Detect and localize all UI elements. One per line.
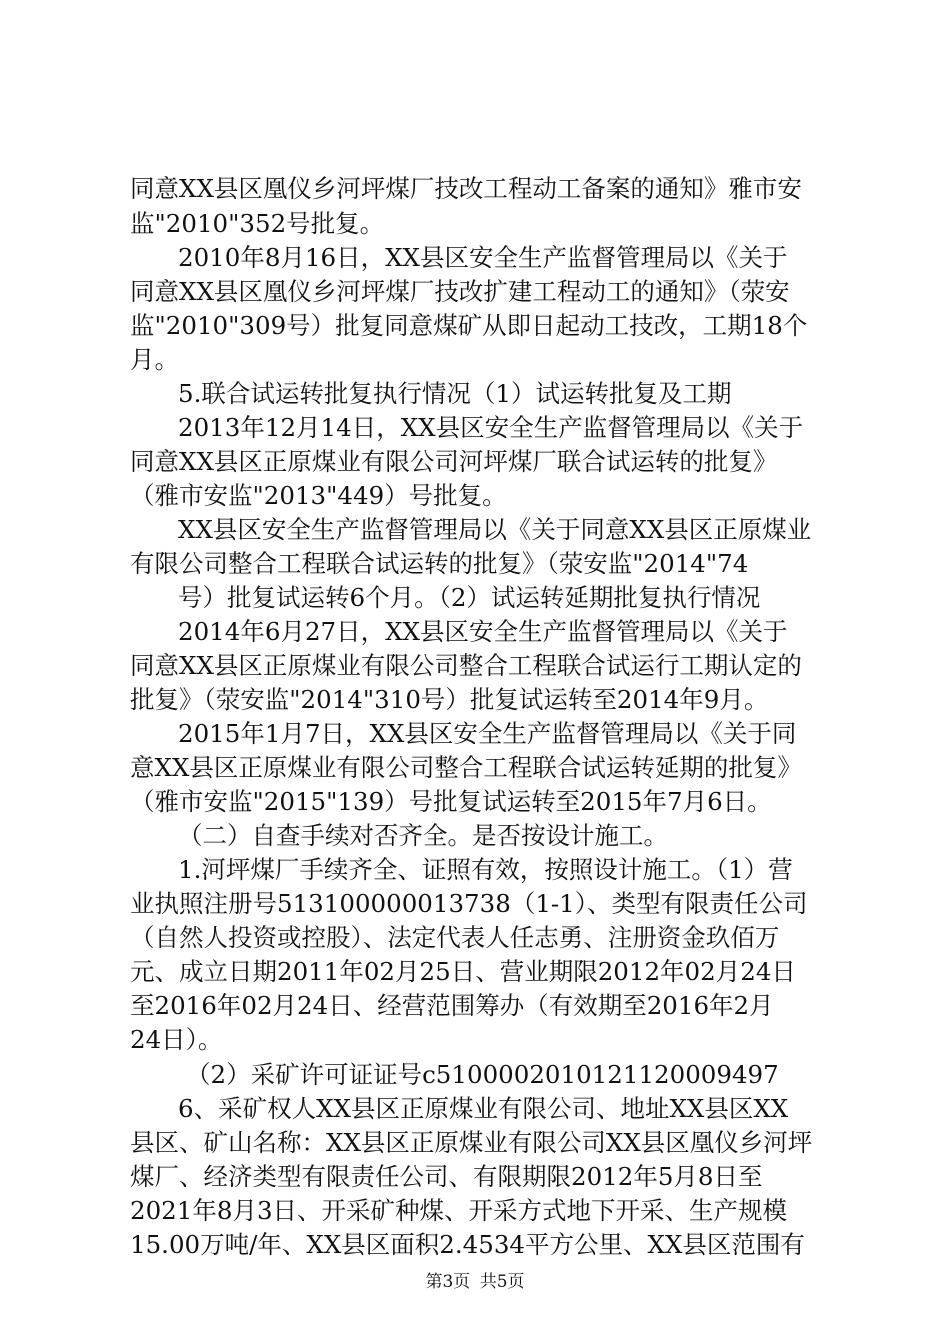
text-line: 6、采矿权人XX县区正原煤业有限公司、地址XX县区XX [178, 1094, 789, 1123]
text-line: （二）自查手续对否齐全。是否按设计施工。 [178, 821, 668, 850]
text-line: 同意XX县区正原煤业有限公司河坪煤厂联合试运转的批复》 [130, 447, 778, 476]
text-line: 24日）。 [130, 1025, 223, 1054]
text-line: 元、成立日期2011年02月25日、营业期限2012年02月24日 [130, 957, 796, 986]
text-line: 2013年12月14日，XX县区安全生产监督管理局以《关于 [178, 413, 804, 442]
text-line: 月。 [130, 345, 179, 374]
page-number: 第3页 [425, 1272, 471, 1292]
text-line: 批复》（荥安监"2014"310号）批复试运转至2014年9月。 [130, 685, 769, 714]
text-line: 同意XX县区正原煤业有限公司整合工程联合试运行工期认定的 [130, 651, 802, 680]
text-line: （雅市安监"2015"139）号批复试运转至2015年7月6日。 [130, 787, 772, 816]
text-line: （自然人投资或控股）、法定代表人任志勇、注册资金玖佰万 [130, 923, 780, 952]
text-line: 2015年1月7日，XX县区安全生产监督管理局以《关于同 [178, 719, 797, 748]
text-line: 5.联合试运转批复执行情况（1）试运转批复及工期 [178, 379, 732, 408]
text-line: 2014年6月27日，XX县区安全生产监督管理局以《关于 [178, 617, 788, 646]
text-line: 至2016年02月24日、经营范围筹办（有效期至2016年2月 [130, 991, 774, 1020]
text-line: 意XX县区正原煤业有限公司整合工程联合试运转延期的批复》 [130, 753, 802, 782]
text-line: 2021年8月3日、开采矿种煤、开采方式地下开采、生产规模 [130, 1196, 788, 1225]
text-line: （2）采矿许可证证号c5100002010121120009497 [186, 1060, 779, 1089]
text-line: XX县区安全生产监督管理局以《关于同意XX县区正原煤业 [178, 515, 812, 544]
text-line: 业执照注册号513100000013738（1-1）、类型有限责任公司 [130, 889, 808, 918]
text-line: 同意XX县区凰仪乡河坪煤厂技改工程动工备案的通知》雅市安 [130, 174, 802, 203]
text-line: 2010年8月16日，XX县区安全生产监督管理局以《关于 [178, 243, 788, 272]
text-line: 县区、矿山名称：XX县区正原煤业有限公司XX县区凰仪乡河坪 [130, 1128, 813, 1157]
text-line: 号）批复试运转6个月。（2）试运转延期批复执行情况 [178, 583, 761, 612]
text-line: 15.00万吨/年、XX县区面积2.4534平方公里、XX县区范围有 [130, 1230, 805, 1259]
page-total: 共5页 [479, 1272, 525, 1292]
text-line: （雅市安监"2013"449）号批复。 [130, 481, 507, 510]
text-line: 有限公司整合工程联合试运转的批复》（荥安监"2014"74 [130, 549, 749, 578]
text-line: 1.河坪煤厂手续齐全、证照有效，按照设计施工。（1）营 [178, 855, 793, 884]
text-line: 煤厂、经济类型有限责任公司、有限期限2012年5月8日至 [130, 1162, 763, 1191]
text-line: 监"2010"352号批复。 [130, 209, 385, 238]
text-line: 监"2010"309号）批复同意煤矿从即日起动工技改，工期18个 [130, 311, 808, 340]
page-footer [0, 1270, 950, 1294]
text-line: 同意XX县区凰仪乡河坪煤厂技改扩建工程动工的通知》（荥安 [130, 277, 790, 306]
